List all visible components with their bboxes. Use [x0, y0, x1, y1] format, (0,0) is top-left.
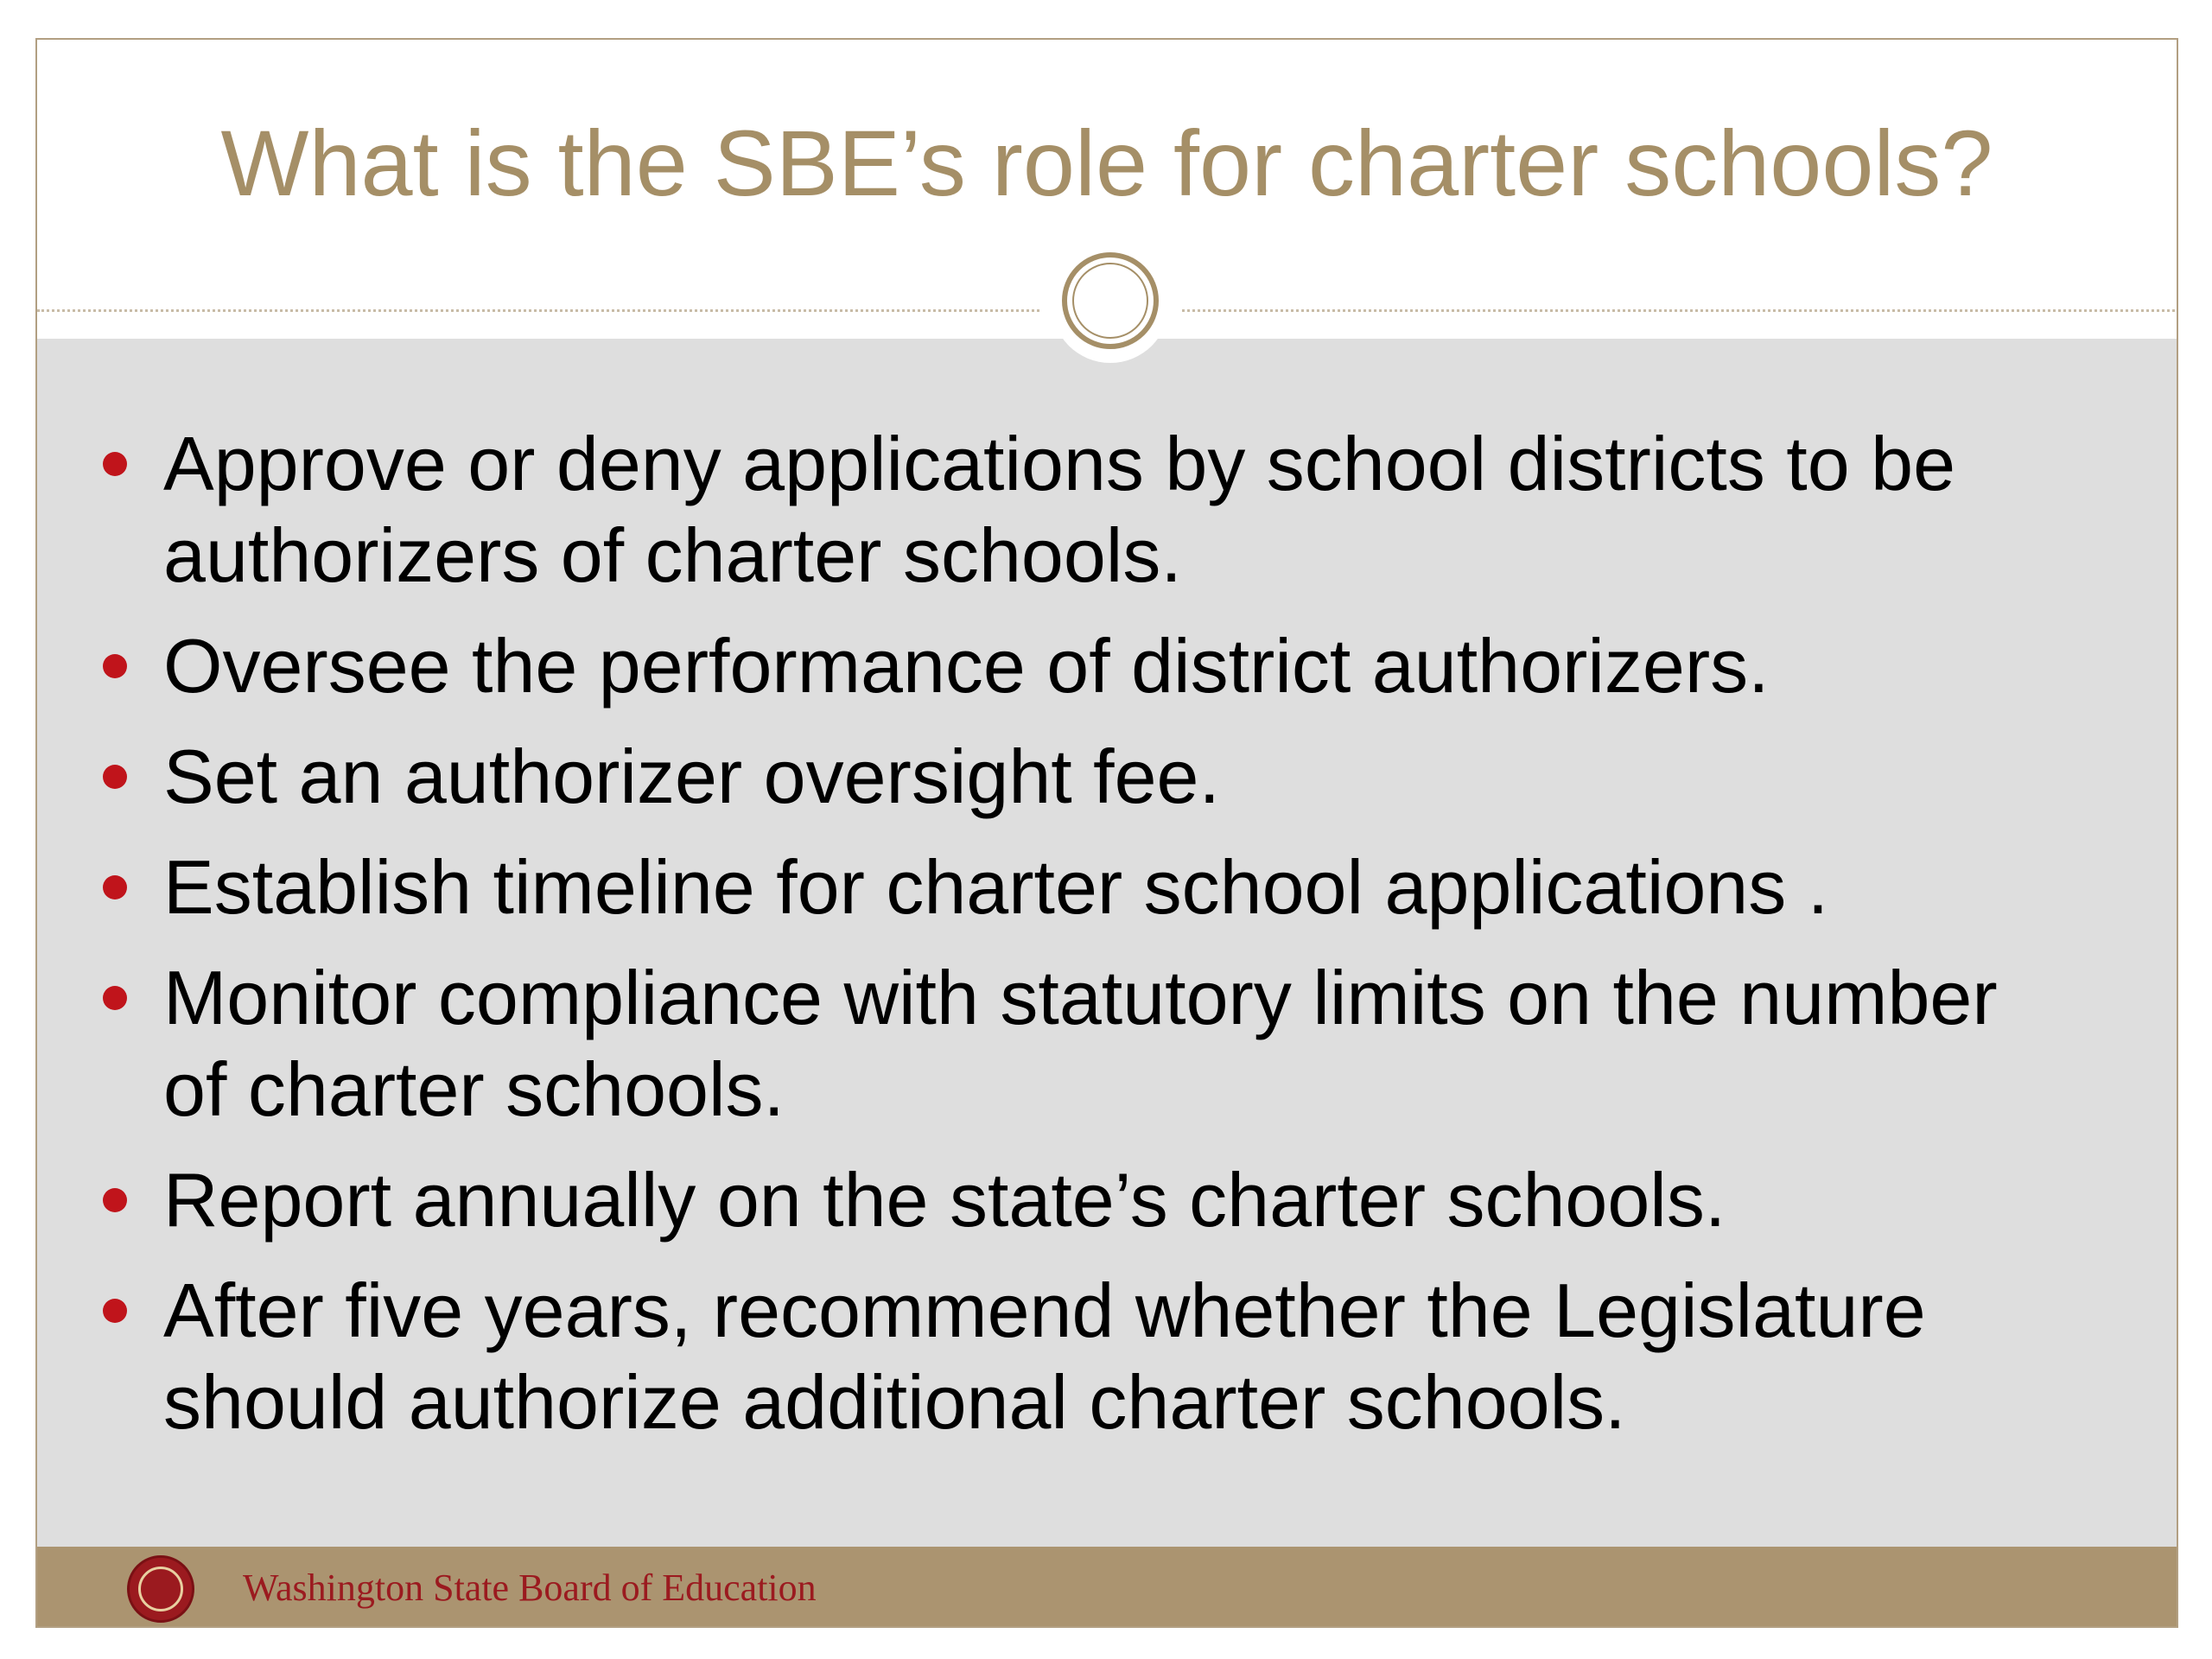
bullet-text: After five years, recommend whether the Legislature should authorize additional charter schools. [163, 1268, 1926, 1445]
bullet-icon [103, 452, 127, 476]
seal-inner-ring [138, 1567, 183, 1611]
bullet-item [37, 842, 2024, 933]
bullet-item [37, 1154, 2024, 1246]
bullet-icon [103, 1188, 127, 1212]
bullet-text: Approve or deny applications by school districts to be authorizers of charter schools. [163, 421, 1956, 598]
bullet-icon [103, 765, 127, 789]
bullet-icon [103, 1299, 127, 1323]
bullet-icon [103, 986, 127, 1010]
bullet-item [37, 952, 2024, 1135]
bullet-icon [103, 875, 127, 899]
title-divider-left [37, 309, 1039, 312]
slide-title: What is the SBE’s role for charter schools? [220, 111, 1993, 215]
bullet-item [37, 418, 2024, 601]
bullet-text: Set an authorizer oversight fee. [163, 734, 1220, 819]
circle-ornament-icon [1062, 252, 1159, 349]
footer-bar [37, 1547, 2177, 1628]
bullet-text: Report annually on the state’s charter schools. [163, 1157, 1726, 1243]
bullet-item [37, 731, 2024, 823]
title-divider-right [1182, 309, 2178, 312]
footer-organization: Washington State Board of Education [243, 1567, 817, 1609]
bullet-list [37, 418, 2024, 1467]
bullet-item [37, 620, 2024, 712]
bullet-text: Monitor compliance with statutory limits on the number of charter schools. [163, 955, 1998, 1132]
slide [35, 38, 2178, 1628]
bullet-icon [103, 654, 127, 678]
seal-icon [127, 1555, 194, 1623]
bullet-text: Oversee the performance of district authorizers. [163, 623, 1770, 709]
bullet-text: Establish timeline for charter school applications . [163, 844, 1829, 930]
slide-content [37, 339, 2177, 1547]
bullet-item [37, 1265, 2024, 1448]
